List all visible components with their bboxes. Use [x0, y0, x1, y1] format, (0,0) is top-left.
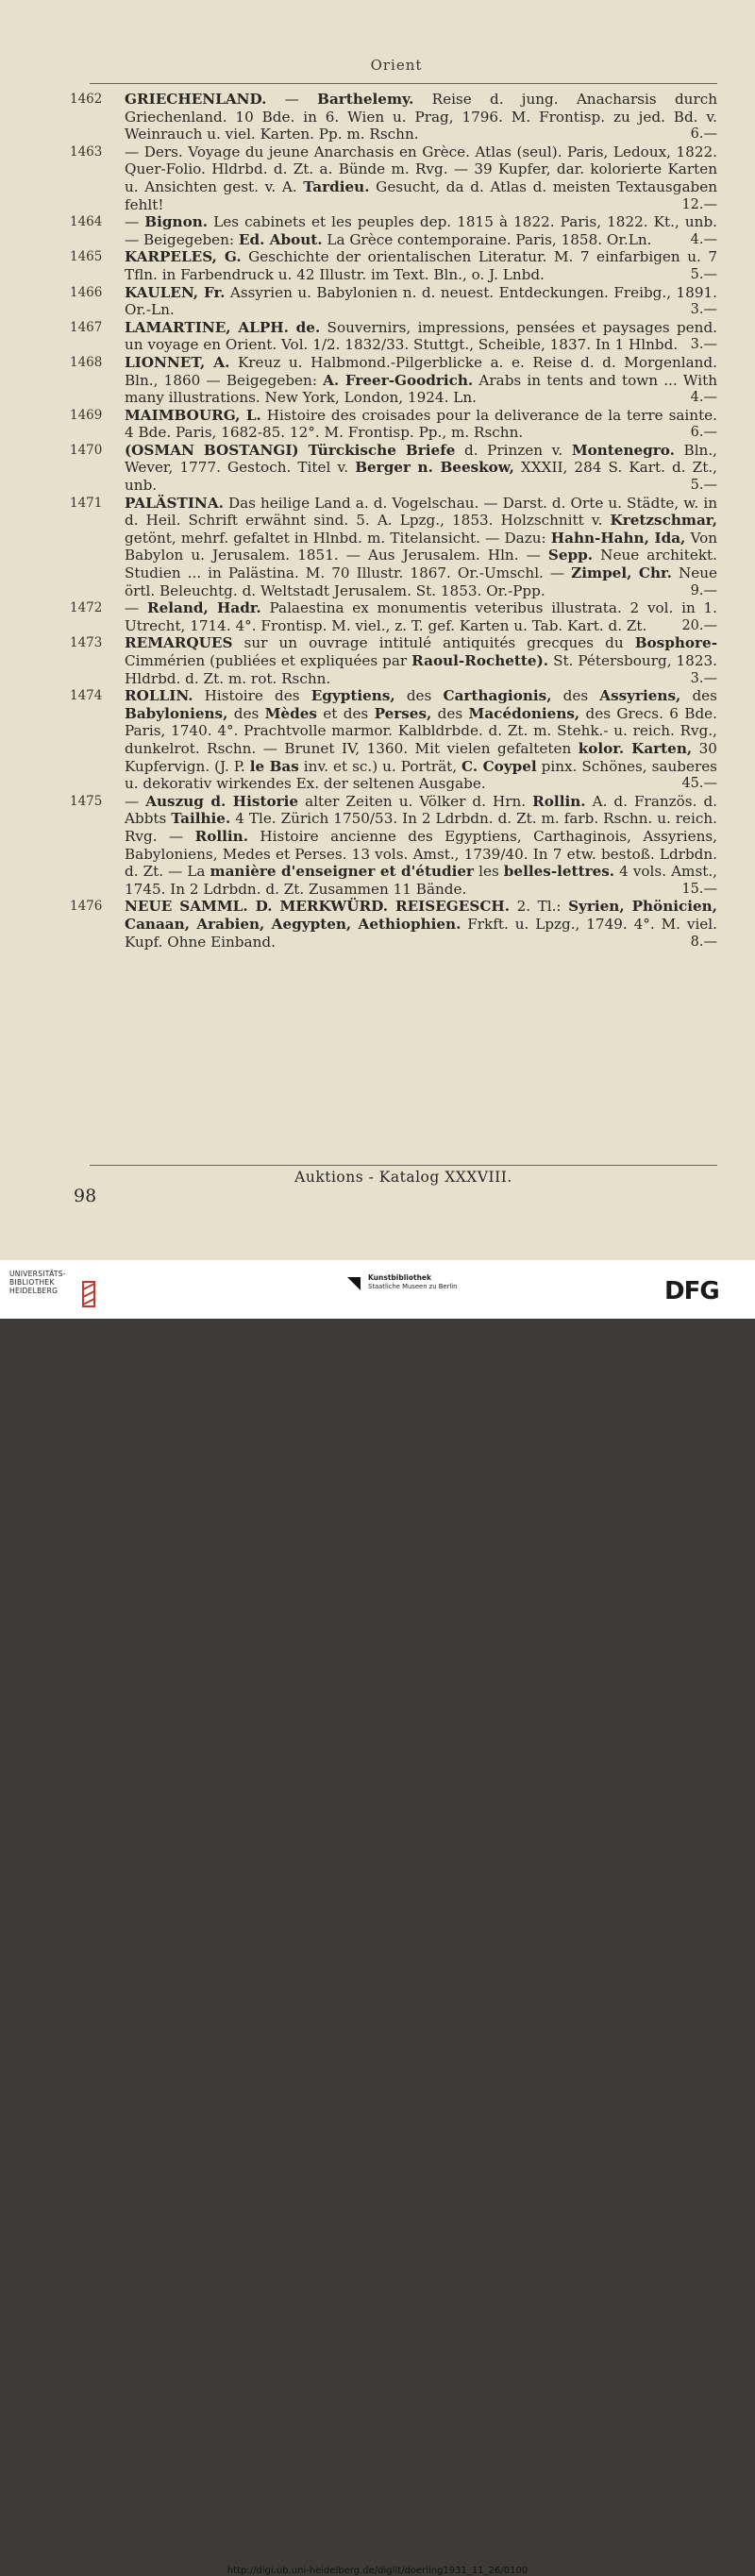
entry-bold-text: Raoul-Rochette). — [411, 652, 549, 669]
entry-description — [125, 634, 717, 687]
entry-bold-text: C. Coypel — [461, 757, 537, 775]
dfg-logo[interactable]: DFG — [664, 1277, 719, 1305]
entry-text: Kreuz u. Halbmond.-Pilgerblicke a. e. Reise d. d. Morgenland. Bln., 1860 — Beigegeben: — [125, 353, 717, 389]
entry-description — [125, 143, 717, 213]
catalog-entry — [0, 143, 755, 213]
entry-bold-text: Tardieu. — [303, 177, 370, 195]
digitization-banner — [0, 1260, 755, 2576]
kb-subtitle: Staatliche Museen zu Berlin — [368, 1283, 458, 1290]
entry-bold-text: Ed. About. — [238, 230, 323, 248]
catalog-entry — [0, 407, 755, 442]
entry-description — [125, 442, 717, 495]
entry-bold-text: manière d'enseigner et d'étudier — [210, 863, 475, 881]
entry-description — [125, 687, 717, 793]
entry-bold-text: Tailhie. — [171, 810, 231, 828]
entry-bold-text: le Bas — [249, 757, 299, 775]
catalog-entry — [0, 91, 755, 143]
entry-text: — — [125, 599, 147, 617]
lot-number: 1462 — [70, 92, 103, 107]
ub-heidelberg-logo[interactable] — [9, 1270, 100, 1295]
lot-price: 12.— — [681, 196, 717, 212]
entry-text: alter Zeiten u. Völker d. Hrn. — [298, 792, 533, 810]
catalog-entry — [0, 793, 755, 899]
entry-text: Histoire des croisades pour la deliverance de la terre sainte. 4 Bde. Paris, 1682-85. 12°. M. Frontisp. Pp., m. Rschn. — [125, 406, 717, 442]
lot-number: 1473 — [70, 635, 103, 651]
catalog-entry — [0, 213, 755, 248]
lot-number: 1469 — [70, 407, 103, 423]
entry-text: Assyrien u. Babylonien n. d. neuest. Entdeckungen. Freibg., 1891. Or.-Ln. — [125, 283, 717, 319]
lot-price: 3.— — [690, 670, 717, 686]
entry-text: XXXII, 284 S. Kart. d. Zt., unb. — [125, 459, 717, 495]
entry-text: Geschichte der orientalischen Literatur. M. 7 einfarbigen u. 7 Tfln. in Farbendruck u. 42 Illustr. im Text. Bln., o. J. Lnbd. — [125, 248, 717, 283]
lot-price: 4.— — [690, 231, 717, 247]
ub-logo-line: HEIDELBERG — [9, 1287, 59, 1295]
lot-number: 1464 — [70, 214, 103, 230]
entry-description — [125, 248, 717, 283]
entry-text: Von Babylon u. Jerusalem. 1851. — Aus Jerusalem. Hln. — — [125, 529, 718, 564]
entry-text: Histoire des — [193, 687, 311, 705]
entry-bold-text: ROLLIN. — [125, 687, 193, 705]
lot-price: 6.— — [690, 126, 717, 143]
entry-text: des — [551, 687, 600, 705]
lot-price: 9.— — [690, 582, 717, 598]
entry-text: Das heilige Land a. d. Vogelschau. — Darst. d. Orte u. Städte, w. in d. Heil. Schrift erwähnt sind. 5. A. Lpzg., 1853. Holzschnitt v. — [125, 494, 717, 530]
entry-text: Neue örtl. Beleuchtg. d. Weltstadt Jerusalem. St. 1853. Or.-Ppp. — [125, 564, 717, 599]
lot-price: 20.— — [681, 617, 717, 633]
lot-number: 1476 — [70, 899, 103, 915]
entry-bold-text: Rollin. — [194, 827, 248, 845]
catalog-entry — [0, 319, 755, 354]
entry-description — [125, 213, 717, 248]
entry-bold-text: Zimpel, Chr. — [571, 564, 672, 582]
entry-bold-text: Mèdes — [264, 704, 317, 722]
entry-bold-text: Egyptiens, — [310, 687, 395, 705]
entry-text: des Grecs. 6 Bde. Paris, 1740. 4°. Prachtvolle marmor. Kalbldrbde. d. Zt. m. Stehk.- u. reich. Rvg., dunkelrot. Rschn. — Brunet IV, 1360. Mit vielen gefalteten — [125, 704, 717, 757]
entry-bold-text: Hahn-Hahn, Ida, — [550, 529, 686, 547]
entry-description — [125, 91, 717, 143]
entry-text: La Grèce contemporaine. Paris, 1858. Or.Ln. — [322, 230, 652, 248]
entry-bold-text: A. Freer-Goodrich. — [323, 371, 474, 389]
entry-text: A. d. Französ. d. Abbts — [125, 792, 718, 828]
top-divider — [90, 83, 717, 84]
ub-logo-line: BIBLIOTHEK — [9, 1278, 55, 1287]
lot-number: 1463 — [70, 143, 103, 160]
bottom-divider — [90, 1165, 717, 1166]
catalog-entry — [0, 354, 755, 407]
entry-text: Gesucht, da d. Atlas d. meisten Textausgaben fehlt! — [125, 177, 717, 213]
catalog-entry — [0, 687, 755, 793]
entry-description — [125, 898, 717, 951]
entry-text: Souvernirs, impressions, pensées et paysages pend. un voyage en Orient. Vol. 1/2. 1832/33. Stuttgt., Scheible, 1837. In 1 Hlnbd. — [125, 318, 717, 354]
lot-number: 1472 — [70, 600, 103, 616]
entry-text: getönt, mehrf. gefaltet in Hlnbd. m. Titelansicht. — Dazu: — [125, 529, 551, 547]
entry-description — [125, 793, 717, 899]
entry-text: Histoire ancienne des Egyptiens, Carthaginois, Assyriens, Babyloniens, Medes et Perses. 13 vols. Amst., 1739/40. In 7 etw. bestoß. Ldrbdn. d. Zt. — La — [125, 827, 717, 881]
entry-text: sur un ouvrage intitulé antiquités grecques du — [232, 634, 635, 652]
entry-bold-text: Assyriens, — [599, 687, 681, 705]
entry-bold-text: GRIECHENLAND. — [125, 91, 267, 108]
entry-text: — Ders. Voyage du jeune Anarchasis en Grèce. Atlas (seul). Paris, Ledoux, 1822. Quer-Folio. Hldrbd. d. Zt. a. Bünde m. Rvg. — 39 Kupfer, dar. kolorierte Karten u. Ansichten gest. v. A. — [125, 143, 717, 195]
entry-bold-text: Berger n. Beeskow, — [355, 459, 514, 477]
entry-text: pinx. Schönes, sauberes u. dekorativ wirkendes Ex. der seltenen Ausgabe. — [125, 757, 717, 793]
entry-text: des — [680, 687, 717, 705]
entry-bold-text: Carthagionis, — [443, 687, 552, 705]
entry-description — [125, 495, 717, 600]
entry-bold-text: Perses, — [374, 704, 432, 722]
lot-number: 1465 — [70, 249, 103, 265]
entry-text: — — [125, 792, 146, 810]
lot-number: 1466 — [70, 284, 103, 300]
entry-text: des — [431, 704, 469, 722]
entry-bold-text: Rollin. — [532, 792, 586, 810]
lot-number: 1471 — [70, 495, 103, 511]
entry-text: Les cabinets et les peuples dep. 1815 à 1822. Paris, 1822. Kt., unb. — Beigegeben: — [125, 213, 717, 248]
entry-bold-text: Babyloniens, — [125, 704, 228, 722]
entry-bold-text: Auszug d. Historie — [145, 792, 299, 810]
entry-text: — — [266, 91, 318, 108]
lot-number: 1468 — [70, 354, 103, 370]
entry-bold-text: Montenegro. — [571, 441, 675, 459]
entry-bold-text: LIONNET, A. — [125, 353, 230, 371]
catalog-page — [0, 0, 755, 1260]
lot-price: 45.— — [681, 776, 717, 792]
lot-price: 5.— — [690, 266, 717, 282]
entry-text: Frkft. u. Lpzg., 1749. 4°. M. viel. Kupf. Ohne Einband. — [125, 915, 717, 951]
lot-price: 3.— — [690, 337, 717, 353]
catalog-entry — [0, 599, 755, 634]
entry-bold-text: Reland, Hadr. — [146, 599, 261, 617]
entry-bold-text: (OSMAN BOSTANGI) Türckische Briefe — [125, 441, 456, 459]
entry-bold-text: Macédoniens, — [468, 704, 580, 722]
entry-text: St. Pétersbourg, 1823. Hldrbd. d. Zt. m. rot. Rschn. — [125, 652, 717, 687]
entry-description — [125, 599, 717, 634]
lot-price: 6.— — [690, 425, 717, 441]
entry-bold-text: belles-lettres. — [503, 863, 615, 881]
catalog-entry — [0, 495, 755, 600]
entry-text: Palaestina ex monumentis veteribus illustrata. 2 vol. in 1. Utrecht, 1714. 4°. Frontisp. M. viel., z. T. gef. Karten u. Tab. Kart. d. Zt. — [125, 599, 717, 634]
lot-price: 5.— — [690, 478, 717, 494]
lot-number: 1475 — [70, 793, 103, 809]
entry-text: des — [227, 704, 265, 722]
entry-bold-text: Bignon. — [144, 213, 209, 231]
catalog-entries — [0, 91, 755, 951]
entry-text: d. Prinzen v. — [455, 441, 572, 459]
entry-bold-text: Sepp. — [547, 547, 594, 564]
lot-price: 8.— — [690, 934, 717, 950]
catalog-entry — [0, 898, 755, 951]
lot-price: 4.— — [690, 390, 717, 406]
lot-number: 1470 — [70, 442, 103, 458]
permalink-url[interactable]: http://digi.ub.uni-heidelberg.de/diglit/doerling1931_11_26/0100 — [226, 2566, 528, 2576]
running-head: Orient — [370, 57, 423, 74]
entry-text: 4 Tle. Zürich 1750/53. In 2 Ldrbdn. d. Zt. m. farb. Rschn. u. reich. Rvg. — — [125, 810, 717, 845]
entry-bold-text: MAIMBOURG, L. — [125, 406, 261, 424]
entry-text: 4 vols. Amst., 1745. In 2 Ldrbdn. d. Zt. Zusammen 11 Bände. — [125, 863, 717, 898]
entry-description — [125, 407, 717, 442]
entry-bold-text: NEUE SAMML. D. MERKWÜRD. REISEGESCH. — [125, 898, 511, 916]
entry-text: des — [394, 687, 444, 705]
entry-description — [125, 319, 717, 354]
entry-bold-text: LAMARTINE, ALPH. de. — [125, 318, 321, 336]
entry-bold-text: Syrien, Phönicien, Canaan, Arabien, Aegypten, Aethiophien. — [125, 898, 718, 933]
entry-bold-text: Bosphore- — [634, 634, 717, 652]
entry-text: — — [125, 213, 145, 231]
entry-text: les — [474, 863, 504, 881]
catalog-title: Auktions - Katalog XXXVIII. — [294, 1169, 512, 1186]
entry-text: Cimmérien (publiées et expliquées par — [125, 652, 412, 669]
lot-price: 15.— — [681, 881, 717, 897]
lot-number: 1467 — [70, 319, 103, 335]
lot-number: 1474 — [70, 688, 103, 704]
entry-text: Neue architekt. Studien ... in Palästina. M. 70 Illustr. 1867. Or.-Umschl. — — [125, 547, 717, 582]
ub-logo-line: UNIVERSITÄTS- — [9, 1270, 66, 1278]
entry-bold-text: KAULEN, Fr. — [125, 283, 226, 301]
lot-price: 3.— — [690, 302, 717, 318]
catalog-entry — [0, 442, 755, 495]
entry-bold-text: Kretzschmar, — [610, 512, 717, 530]
entry-text: et des — [316, 704, 375, 722]
entry-bold-text: kolor. Karten, — [578, 739, 693, 757]
catalog-entry — [0, 248, 755, 283]
entry-description — [125, 284, 717, 319]
catalog-entry — [0, 284, 755, 319]
entry-bold-text: PALÄSTINA. — [125, 494, 224, 512]
entry-text: Reise d. jung. Anacharsis durch Griechenland. 10 Bde. in 6. Wien u. Prag, 1796. M. Frontisp. zu jed. Bd. v. Weinrauch u. viel. Karten. Pp. m. Rschn. — [125, 91, 717, 143]
catalog-entry — [0, 634, 755, 687]
kb-name: Kunstbibliothek — [368, 1273, 432, 1282]
entry-bold-text: Barthelemy. — [317, 91, 414, 108]
entry-text: inv. et sc.) u. Porträt, — [298, 757, 462, 775]
kunstbibliothek-emblem-icon — [345, 1273, 364, 1292]
entry-text: Bln., Wever, 1777. Gestoch. Titel v. — [125, 441, 717, 477]
ub-emblem-icon — [79, 1280, 98, 1308]
entry-bold-text: REMARQUES — [125, 634, 233, 652]
entry-text: 30 Kupfervign. (J. P. — [125, 739, 717, 775]
entry-bold-text: KARPELES, G. — [125, 248, 242, 266]
entry-description — [125, 354, 717, 407]
entry-text: Arabs in tents and town ... With many illustrations. New York, London, 1924. Ln. — [125, 371, 717, 407]
entry-text: 2. Tl.: — [510, 898, 569, 916]
page-number: 98 — [74, 1186, 97, 1206]
